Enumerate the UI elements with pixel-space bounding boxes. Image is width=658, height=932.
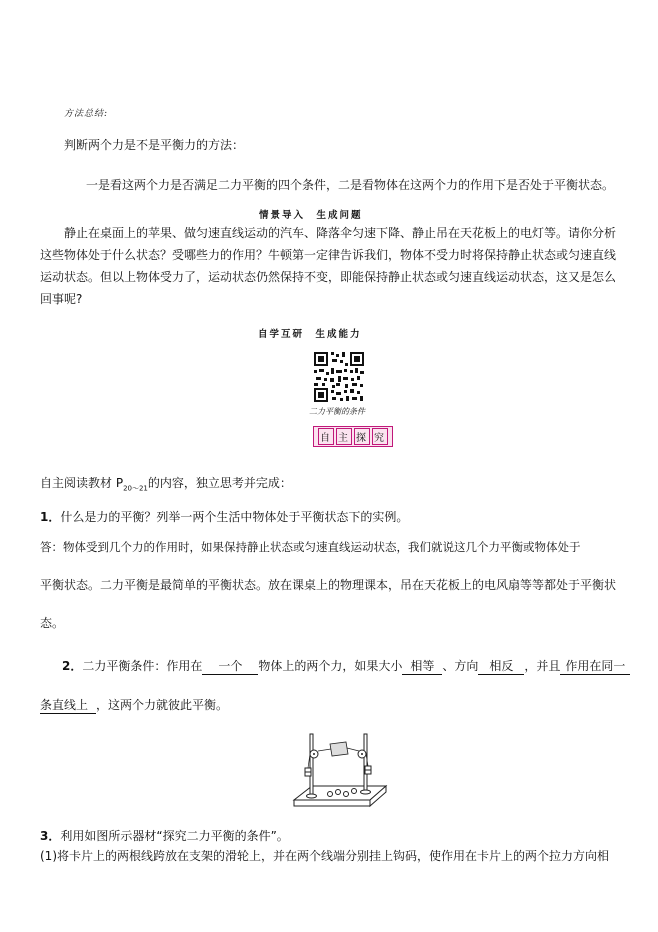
- q1-question: [40, 508, 408, 525]
- badge-char: 探: [354, 428, 370, 445]
- q2-blank-1: 一个: [202, 657, 258, 675]
- reading-prefix: 自主阅读教材 P: [40, 476, 124, 490]
- q2-blank-4b: 条直线上: [40, 696, 96, 714]
- q2-text4: ，并且: [524, 659, 561, 673]
- q2-text2: 物体上的两个力，如果大小: [258, 659, 403, 673]
- q2-line1: [62, 657, 630, 675]
- method-summary-label: 方法总结:: [64, 109, 109, 119]
- q1-answer-line2: 平衡状态。二力平衡是最简单的平衡状态。放在课桌上的物理课本，吊在天花板上的电风扇等等都处于平衡状: [40, 578, 617, 592]
- method-question: 判断两个力是不是平衡力的方法：: [64, 138, 245, 152]
- q1-number: 1．: [40, 510, 61, 524]
- reading-pages: 20～21: [123, 484, 148, 493]
- q3-text: 利用如图所示器材“探究二力平衡的条件”。: [60, 829, 289, 843]
- q2-blank-3: 相反: [478, 657, 524, 675]
- badge-char: 究: [372, 428, 388, 445]
- qr-caption: 二力平衡的条件: [309, 407, 365, 416]
- q2-line2: [40, 696, 228, 714]
- q2-text3: 、方向: [442, 659, 479, 673]
- self-explore-badge: [313, 426, 393, 447]
- self-study-heading: 自学互研 生成能力: [258, 329, 362, 340]
- q1-answer-line3: 态。: [40, 616, 65, 630]
- badge-char: 主: [336, 428, 352, 445]
- q3-question: [40, 827, 289, 844]
- method-answer: 一是看这两个力是否满足二力平衡的四个条件，二是看物体在这两个力的作用下是否处于平衡状态。: [86, 178, 615, 192]
- reading-suffix: 的内容，独立思考并完成：: [147, 476, 292, 490]
- q2-blank-2: 相等: [402, 657, 442, 675]
- q1-answer-line1: 答：物体受到几个力的作用时，如果保持静止状态或匀速直线运动状态，我们就说这几个力平衡或物体处于: [40, 540, 581, 554]
- qr-code-image: [312, 350, 366, 404]
- q3-sub1: (1)将卡片上的两根线跨放在支架的滑轮上，并在两个线端分别挂上钩码，使作用在卡片上的两个拉力方向相: [40, 849, 610, 863]
- scene-paragraph: 静止在桌面上的苹果、做匀速直线运动的汽车、降落伞匀速下降、静止吊在天花板上的电灯等。请你分析这些物体处于什么状态？受哪些力的作用？牛顿第一定律告诉我们，物体不受力时将保持静止状态或匀速直线运动状态。但以上物体受力了，运动状态仍然保持不变，即能保持静止状态或匀速直线运动状态，这又是怎么回事呢?: [40, 226, 617, 306]
- q2-text1: 二力平衡条件：作用在: [82, 659, 203, 673]
- q2-text5: ，这两个力就彼此平衡。: [96, 698, 229, 712]
- q2-blank-4a: 作用在同一: [560, 657, 630, 675]
- q3-number: 3．: [40, 829, 61, 843]
- q2-number: 2．: [62, 659, 83, 673]
- apparatus-figure: [292, 726, 388, 810]
- badge-char: 自: [318, 428, 334, 445]
- reading-instruction: [40, 474, 292, 493]
- q1-text: 什么是力的平衡？列举一两个生活中物体处于平衡状态下的实例。: [60, 510, 409, 524]
- scene-heading: 情景导入 生成问题: [259, 210, 363, 221]
